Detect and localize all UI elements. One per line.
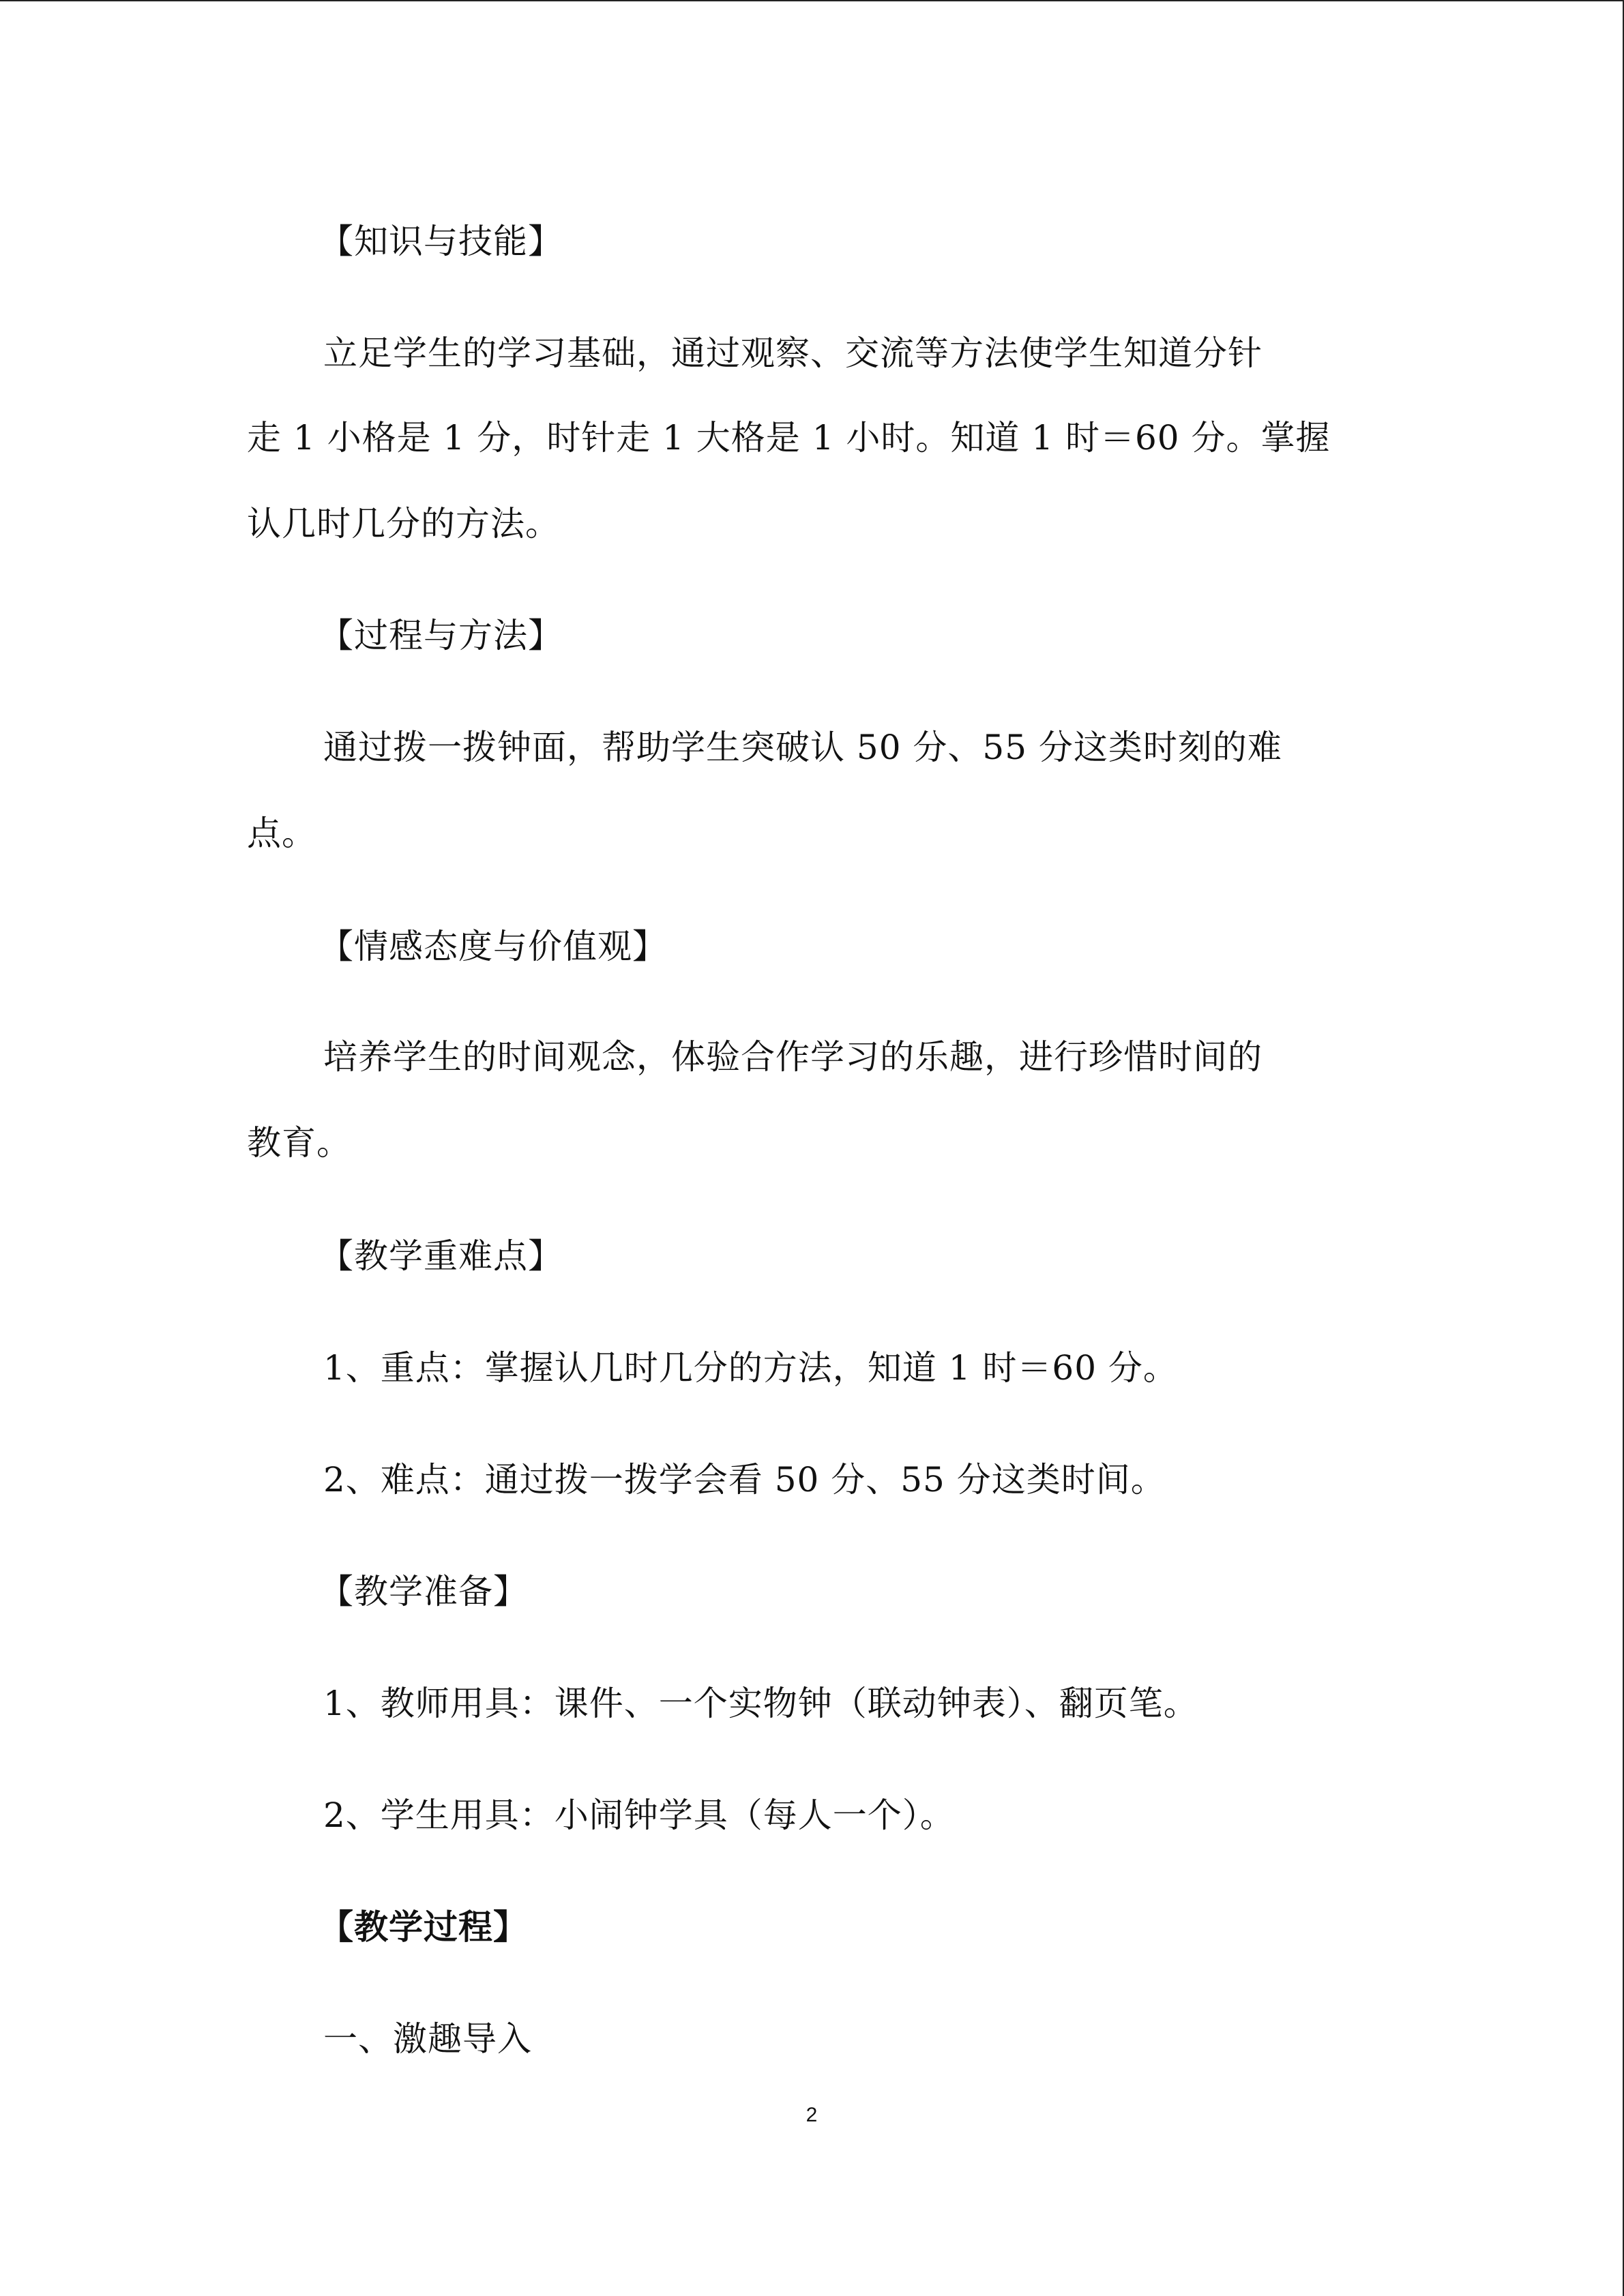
paragraph-line: 培养学生的时间观念，体验合作学习的乐趣，进行珍惜时间的 bbox=[323, 1037, 1263, 1077]
list-item: 2、学生用具：小闹钟学具（每人一个）。 bbox=[323, 1795, 955, 1835]
paragraph-line: 走 1 小格是 1 分，时针走 1 大格是 1 小时。知道 1 时＝60 分。掌握 bbox=[247, 418, 1331, 458]
heading-knowledge-skills: 【知识与技能】 bbox=[319, 222, 563, 261]
paragraph-line: 教育。 bbox=[247, 1123, 351, 1163]
page-number: 2 bbox=[806, 2104, 818, 2126]
heading-process-methods: 【过程与方法】 bbox=[319, 616, 563, 655]
heading-teaching-process: 【教学过程】 bbox=[319, 1907, 528, 1947]
paragraph-line: 立足学生的学习基础，通过观察、交流等方法使学生知道分针 bbox=[323, 333, 1263, 373]
heading-key-difficult-points: 【教学重难点】 bbox=[319, 1236, 563, 1276]
list-item: 1、重点：掌握认几时几分的方法，知道 1 时＝60 分。 bbox=[323, 1348, 1178, 1388]
list-item: 2、难点：通过拨一拨学会看 50 分、55 分这类时间。 bbox=[323, 1460, 1166, 1500]
paragraph-line: 认几时几分的方法。 bbox=[247, 504, 560, 543]
section-title: 一、激趣导入 bbox=[323, 2019, 532, 2059]
paragraph-line: 点。 bbox=[247, 814, 316, 853]
heading-emotion-values: 【情感态度与价值观】 bbox=[319, 927, 667, 966]
heading-teaching-preparation: 【教学准备】 bbox=[319, 1572, 528, 1611]
list-item: 1、教师用具：课件、一个实物钟（联动钟表）、翻页笔。 bbox=[323, 1684, 1198, 1723]
paragraph-line: 通过拨一拨钟面，帮助学生突破认 50 分、55 分这类时刻的难 bbox=[323, 728, 1282, 767]
